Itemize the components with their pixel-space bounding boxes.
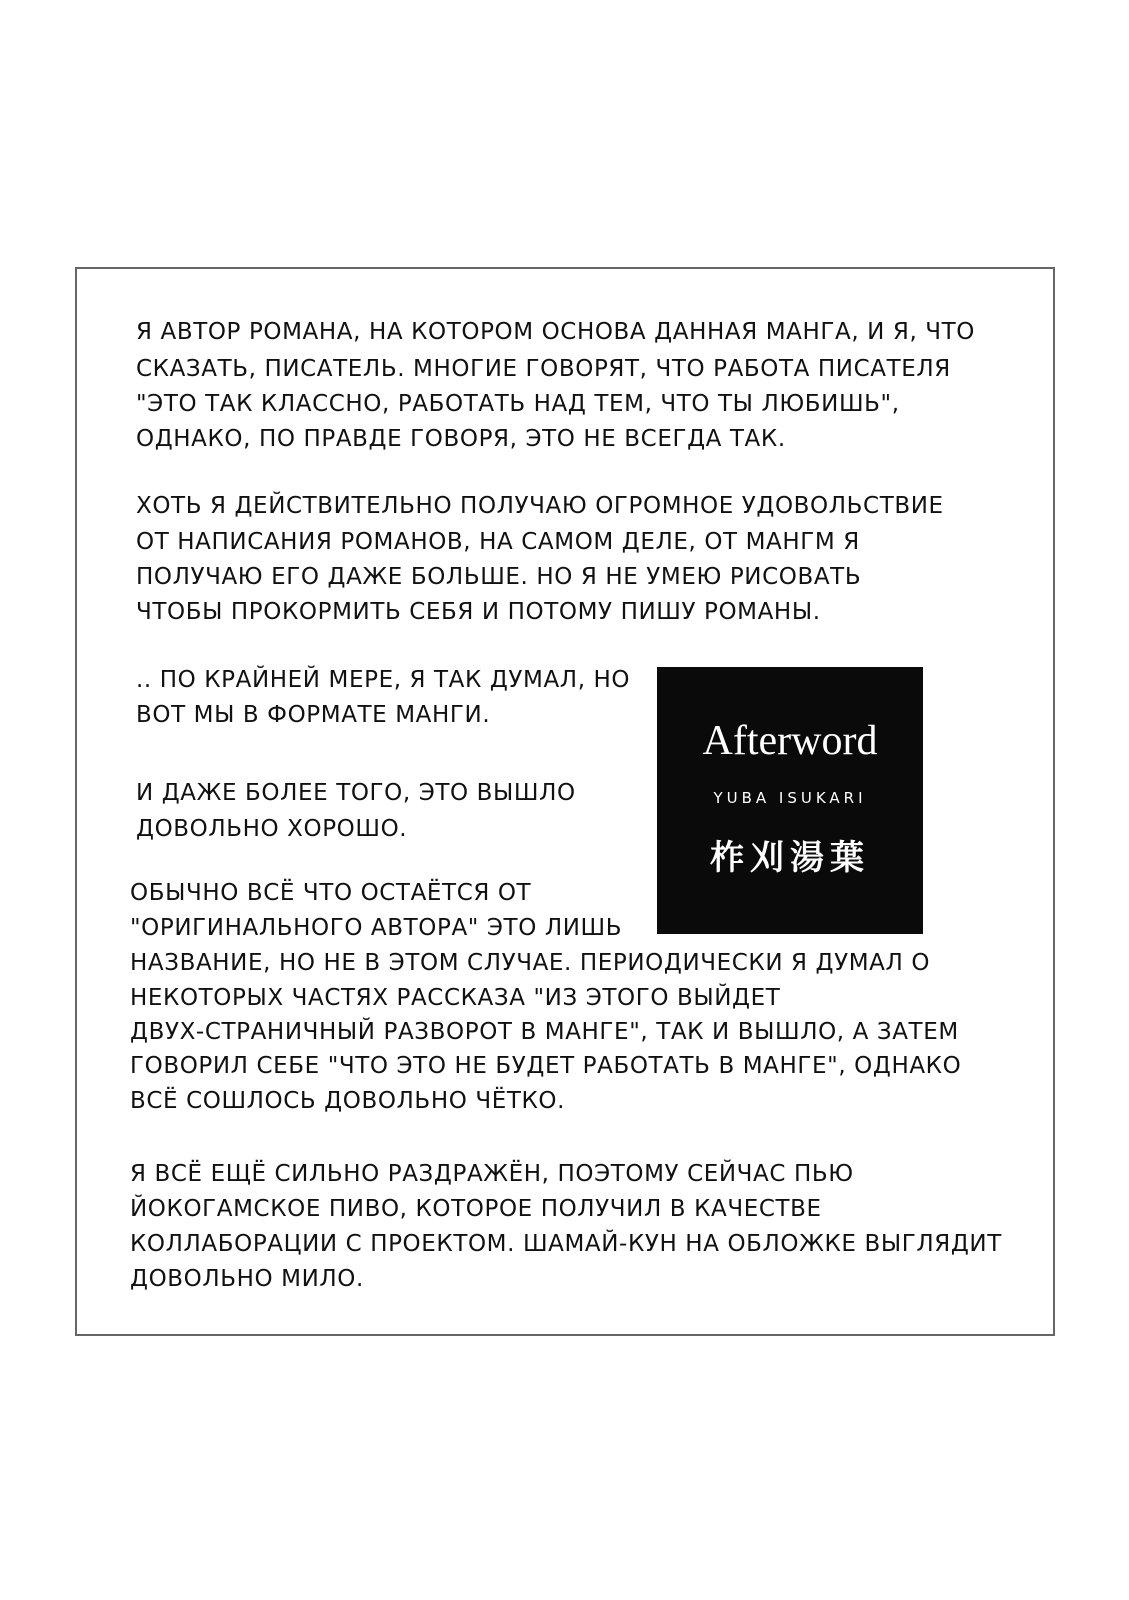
text-line-5: ХОТЬ Я ДЕЙСТВИТЕЛЬНО ПОЛУЧАЮ ОГРОМНОЕ УДОВОЛЬСТВИЕ [136, 493, 944, 519]
text-line-23: ДОВОЛЬНО МИЛО. [130, 1266, 364, 1292]
text-line-16: НЕКОТОРЫХ ЧАСТЯХ РАССКАЗА "ИЗ ЭТОГО ВЫЙДЕТ [130, 985, 781, 1011]
text-line-2: СКАЗАТЬ, ПИСАТЕЛЬ. МНОГИЕ ГОВОРЯТ, ЧТО РАБОТА ПИСАТЕЛЯ [136, 356, 951, 382]
text-line-4: ОДНАКО, ПО ПРАВДЕ ГОВОРЯ, ЭТО НЕ ВСЕГДА ТАК. [136, 426, 786, 452]
text-line-20: Я ВСЁ ЕЩЁ СИЛЬНО РАЗДРАЖЁН, ПОЭТОМУ СЕЙЧАС ПЬЮ [130, 1161, 854, 1187]
text-line-18: ГОВОРИЛ СЕБЕ "ЧТО ЭТО НЕ БУДЕТ РАБОТАТЬ В МАНГЕ", ОДНАКО [130, 1053, 962, 1079]
author-name: YUBA ISUKARI [713, 789, 867, 807]
author-name-kanji: 柞刈湯葉 [710, 838, 870, 878]
text-line-12: ДОВОЛЬНО ХОРОШО. [136, 816, 408, 842]
text-line-10: ВОТ МЫ В ФОРМАТЕ МАНГИ. [136, 702, 491, 728]
text-line-9: .. ПО КРАЙНЕЙ МЕРЕ, Я ТАК ДУМАЛ, НО [136, 667, 631, 693]
text-line-1: Я АВТОР РОМАНА, НА КОТОРОМ ОСНОВА ДАННАЯ МАНГА, И Я, ЧТО [136, 319, 975, 345]
text-line-3: "ЭТО ТАК КЛАССНО, РАБОТАТЬ НАД ТЕМ, ЧТО ТЫ ЛЮБИШЬ", [136, 391, 900, 417]
text-line-8: ЧТОБЫ ПРОКОРМИТЬ СЕБЯ И ПОТОМУ ПИШУ РОМАНЫ. [136, 599, 821, 625]
text-line-19: ВСЁ СОШЛОСЬ ДОВОЛЬНО ЧЁТКО. [130, 1088, 566, 1114]
afterword-title-card [657, 667, 923, 934]
text-line-6: ОТ НАПИСАНИЯ РОМАНОВ, НА САМОМ ДЕЛЕ, ОТ МАНГМ Я [136, 529, 860, 555]
text-line-13: ОБЫЧНО ВСЁ ЧТО ОСТАЁТСЯ ОТ [130, 880, 532, 906]
afterword-title: Afterword [702, 718, 878, 764]
text-line-11: И ДАЖЕ БОЛЕЕ ТОГО, ЭТО ВЫШЛО [136, 780, 576, 806]
text-line-14: "ОРИГИНАЛЬНОГО АВТОРА" ЭТО ЛИШЬ [130, 915, 623, 941]
text-line-22: КОЛЛАБОРАЦИИ С ПРОЕКТОМ. ШАМАЙ-КУН НА ОБЛОЖКЕ ВЫГЛЯДИТ [130, 1231, 1002, 1257]
text-line-7: ПОЛУЧАЮ ЕГО ДАЖЕ БОЛЬШЕ. НО Я НЕ УМЕЮ РИСОВАТЬ [136, 564, 862, 590]
text-line-17: ДВУХ-СТРАНИЧНЫЙ РАЗВОРОТ В МАНГЕ", ТАК И ВЫШЛО, А ЗАТЕМ [130, 1019, 959, 1045]
text-line-21: ЙОКОГАМСКОЕ ПИВО, КОТОРОЕ ПОЛУЧИЛ В КАЧЕСТВЕ [130, 1196, 822, 1222]
text-line-15: НАЗВАНИЕ, НО НЕ В ЭТОМ СЛУЧАЕ. ПЕРИОДИЧЕСКИ Я ДУМАЛ О [130, 950, 931, 976]
